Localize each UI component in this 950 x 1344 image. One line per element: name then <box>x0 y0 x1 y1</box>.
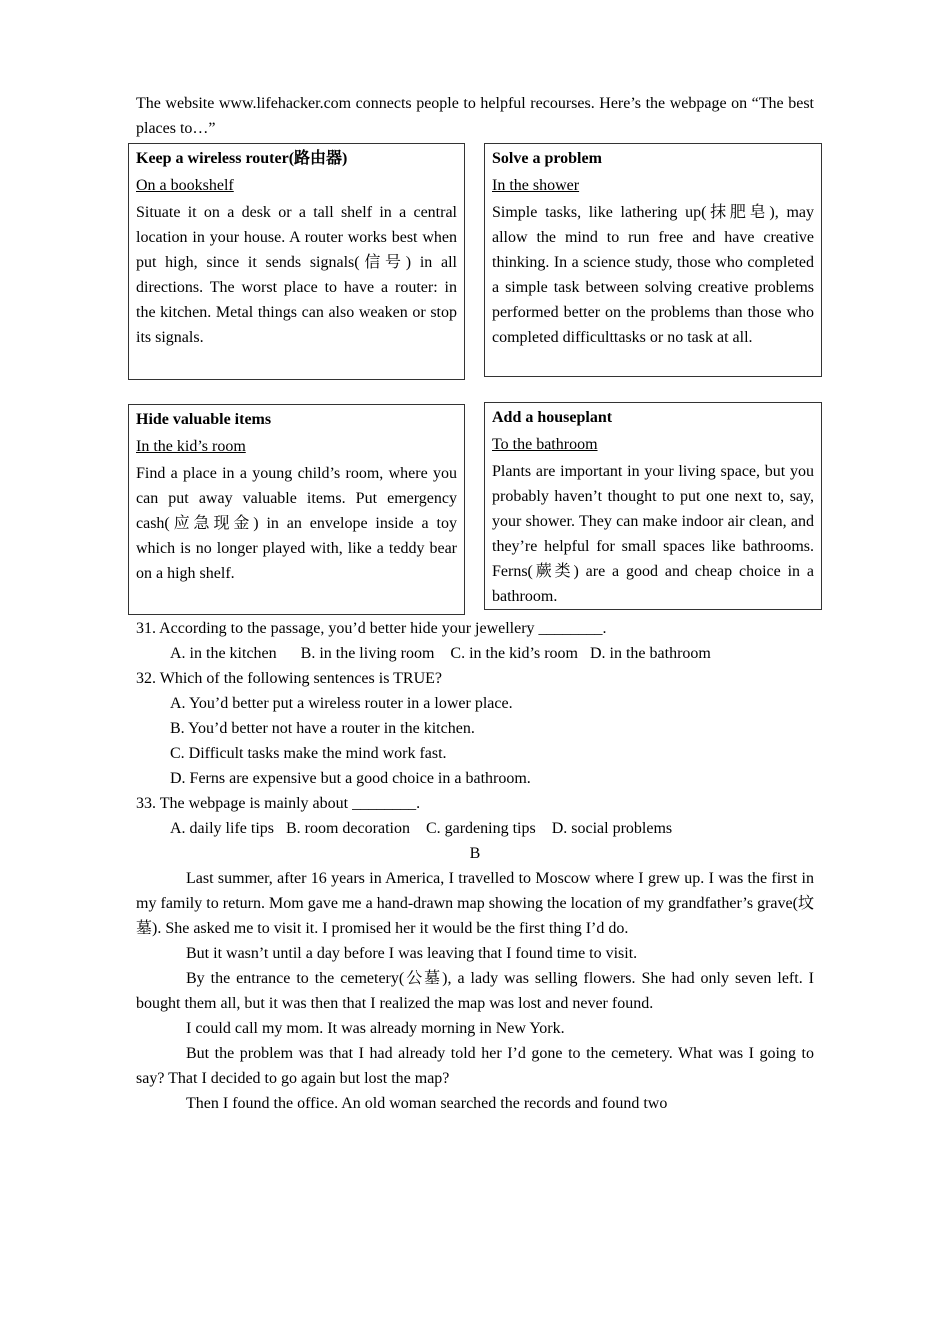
section-b-heading: B <box>469 845 481 862</box>
passage-paragraph: By the entrance to the cemetery(公墓), a lady was selling flowers. She had only seven left. I bought them all, but it was then that I realized the map was lost and never found. <box>136 970 814 1012</box>
passage-paragraph: But the problem was that I had already told her I’d gone to the cemetery. What was I going to say? That I decided to go again but lost the map? <box>136 1045 814 1087</box>
tip-location: To the bathroom <box>492 436 598 453</box>
question-32-option-d: D. Ferns are expensive but a good choice in a bathroom. <box>170 770 531 787</box>
passage-paragraph: But it wasn’t until a day before I was leaving that I found time to visit. <box>186 945 638 962</box>
question-33-options: A. daily life tips B. room decoration C. gardening tips D. social problems <box>170 820 673 837</box>
question-32-option-b: B. You’d better not have a router in the kitchen. <box>170 720 475 737</box>
tip-body: Simple tasks, like lathering up(抹肥皂), may allow the mind to run free and have creative thinking. In a science study, those who completed a simple task between solving creative problems performed better on the problems than those who completed difficulttasks or no task at all. <box>492 204 814 346</box>
passage-paragraph: Then I found the office. An old woman searched the records and found two <box>186 1095 668 1112</box>
tip-title: Keep a wireless router(路由器) <box>136 150 348 167</box>
questions-section <box>136 616 814 1116</box>
tip-title: Hide valuable items <box>136 411 272 428</box>
question-31-options: A. in the kitchen B. in the living room C. in the kid’s room D. in the bathroom <box>170 645 711 662</box>
tip-box-valuables <box>128 404 465 615</box>
intro-paragraph: The website www.lifehacker.com connects people to helpful recourses. Here’s the webpage on “The best places to…” <box>136 95 814 137</box>
tip-title: Solve a problem <box>492 150 602 167</box>
tip-body: Find a place in a young child’s room, where you can put away valuable items. Put emergency cash(应急现金) in an envelope inside a toy which is no longer played with, like a teddy bear on a high shelf. <box>136 465 457 582</box>
tip-location: In the shower <box>492 177 580 194</box>
question-31: 31. According to the passage, you’d better hide your jewellery ________. <box>136 620 607 637</box>
passage-paragraph: I could call my mom. It was already morning in New York. <box>186 1020 565 1037</box>
tip-location: On a bookshelf <box>136 177 234 194</box>
tip-title: Add a houseplant <box>492 409 613 426</box>
question-32-option-a: A. You’d better put a wireless router in a lower place. <box>170 695 513 712</box>
tip-body: Plants are important in your living space, but you probably haven’t thought to put one next to, say, your shower. They can make indoor air clean, and they’re helpful for small spaces like bathrooms. Ferns(蕨类) are a good and cheap choice in a bathroom. <box>492 463 814 605</box>
question-32-option-c: C. Difficult tasks make the mind work fast. <box>170 745 447 762</box>
tip-box-router <box>128 143 465 380</box>
tip-box-problem <box>484 143 822 377</box>
passage-paragraph: Last summer, after 16 years in America, I travelled to Moscow where I grew up. I was the first in my family to return. Mom gave me a hand-drawn map showing the location of my grandfather’s grave(坟墓). She asked me to visit it. I promised her it would be the first thing I’d do. <box>136 870 814 937</box>
tip-location: In the kid’s room <box>136 438 246 455</box>
question-32: 32. Which of the following sentences is TRUE? <box>136 670 443 687</box>
question-33: 33. The webpage is mainly about ________. <box>136 795 421 812</box>
tip-box-houseplant <box>484 402 822 610</box>
tip-body: Situate it on a desk or a tall shelf in a central location in your house. A router works best when put high, since it sends signals(信号) in all directions. The worst place to have a router: in the kitchen. Metal things can also weaken or stop its signals. <box>136 204 457 346</box>
